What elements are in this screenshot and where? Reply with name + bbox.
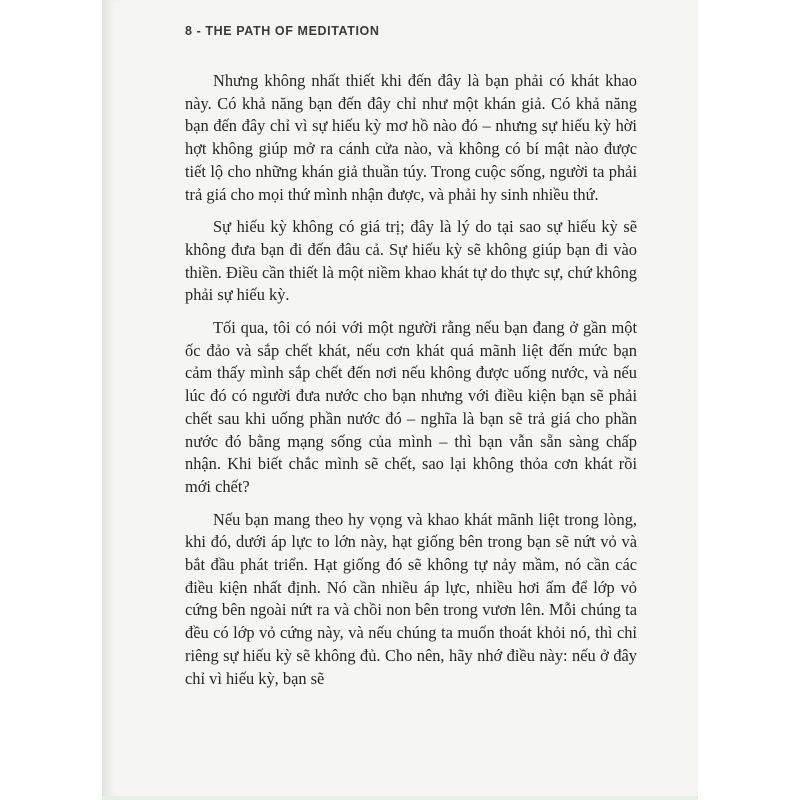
running-header <box>185 24 379 38</box>
paragraph-3: Tối qua, tôi có nói với một người rằng nếu bạn đang ở gần một ốc đảo và sắp chết khát, nếu cơn khát quá mãnh liệt đến mức bạn cảm thấy mình sắp chết đến nơi nếu không được uống nước, và nếu lúc đó có người đưa nước cho bạn nhưng với điều kiện bạn sẽ phải chết sau khi uống phần nước đó – nghĩa là bạn sẽ trả giá cho phần nước đó bằng mạng sống của mình – thì bạn vẫn sẵn sàng chấp nhận. Khi biết chắc mình sẽ chết, sao lại không thỏa cơn khát rồi mới chết? <box>185 318 637 496</box>
book-title: THE PATH OF MEDITATION <box>205 24 380 38</box>
paragraph-2: Sự hiếu kỳ không có giá trị; đây là lý do tại sao sự hiếu kỳ sẽ không đưa bạn đi đến đâu cả. Sự hiếu kỳ sẽ không giúp bạn đi vào thiền. Điều cần thiết là một niềm khao khát tự do thực sự, chứ không phải sự hiếu kỳ. <box>185 217 637 305</box>
book-page <box>102 0 698 796</box>
paragraph-1: Nhưng không nhất thiết khi đến đây là bạn phải có khát khao này. Có khả năng bạn đến đây chỉ như một khán giả. Có khả năng bạn đến đây chỉ vì sự hiếu kỳ mơ hồ nào đó – nhưng sự hiếu kỳ hời hợt không giúp mở ra cánh cửa nào, và không có bí mật nào được tiết lộ cho những khán giả thuần túy. Trong cuộc sống, người ta phải trả giá cho mọi thứ mình nhận được, và phải hy sinh nhiều thứ. <box>185 71 637 204</box>
page-bottom-edge <box>102 796 698 800</box>
header-separator: - <box>196 24 206 38</box>
body-text <box>185 70 637 700</box>
paragraph-4: Nếu bạn mang theo hy vọng và khao khát mãnh liệt trong lòng, khi đó, dưới áp lực to lớn này, hạt giống bên trong bạn sẽ nứt vỏ và bắt đầu phát triển. Hạt giống đó sẽ không tự nảy mầm, nó cần các điều kiện nhất định. Nó cần nhiều áp lực, nhiều hơi ấm để lớp vỏ cứng bên ngoài nứt ra và chồi non bên trong vươn lên. Mỗi chúng ta đều có lớp vỏ cứng này, và nếu chúng ta muốn thoát khỏi nó, thì chỉ riêng sự hiếu kỳ sẽ không đủ. Cho nên, hãy nhớ điều này: nếu ở đây chỉ vì hiếu kỳ, bạn sẽ <box>185 509 637 688</box>
page-number: 8 <box>185 24 193 38</box>
